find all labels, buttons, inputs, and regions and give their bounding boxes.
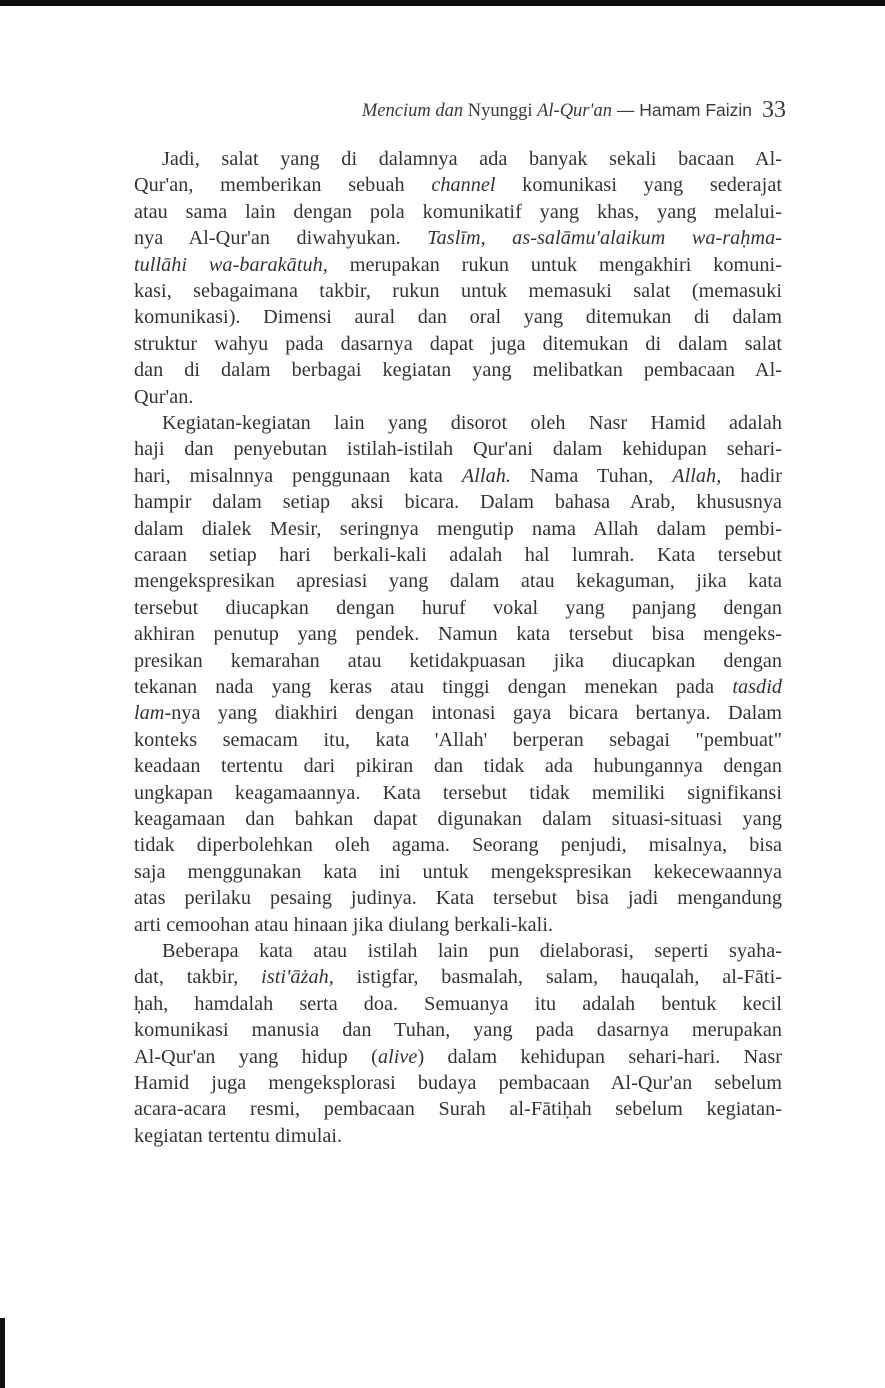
text-run: ) dalam kehidupan sehari-hari. Nasr xyxy=(417,1045,782,1068)
text-run: kasi, sebagaimana takbir, rukun untuk memasuki salat (memasuki xyxy=(134,280,782,302)
text-run: mengekspresikan apresiasi yang dalam atau kekaguman, jika kata xyxy=(134,570,782,593)
text-line xyxy=(134,966,782,989)
text-line xyxy=(134,174,782,197)
text-run: acara-acara resmi, pembacaan Surah al-Fātiḥah sebelum kegiatan- xyxy=(134,1098,782,1121)
text-run: hari, misalnnya penggunaan kata xyxy=(134,464,462,487)
italic-term: alive xyxy=(377,1045,418,1068)
text-run: komunikasi yang sederajat xyxy=(495,174,783,197)
text-line xyxy=(162,148,782,171)
text-run: akhiran penutup yang pendek. Namun kata tersebut bisa mengeks- xyxy=(134,623,782,646)
text-run: ungkapan keagamaannya. Kata tersebut tidak memiliki signifikansi xyxy=(134,781,782,804)
text-run: ḥah, hamdalah serta doa. Semuanya itu adalah bentuk kecil xyxy=(134,992,782,1015)
text-run: Nama Tuhan, xyxy=(511,464,673,487)
italic-term: Allah, xyxy=(672,464,722,487)
text-run: istigfar, basmalah, salam, hauqalah, al-Fāti- xyxy=(333,966,783,989)
text-line xyxy=(134,993,782,1016)
text-run: dat, takbir, xyxy=(134,966,262,989)
text-line xyxy=(134,623,782,646)
text-run: atas perilaku pesaing judinya. Kata tersebut bisa jadi mengandung xyxy=(134,887,782,910)
text-line xyxy=(134,359,782,382)
text-line xyxy=(134,280,782,303)
italic-term: channel xyxy=(431,174,496,197)
text-line xyxy=(134,1046,782,1069)
running-head-title-roman: Nyunggi xyxy=(463,101,538,121)
text-line xyxy=(134,570,782,593)
text-line xyxy=(134,386,193,409)
text-run: presikan kemarahan atau ketidakpuasan jika diucapkan dengan xyxy=(134,649,782,672)
text-run: dalam dialek Mesir, seringnya mengutip nama Allah dalam pembi- xyxy=(134,517,782,540)
text-line xyxy=(134,518,782,541)
text-run: tekanan nada yang keras atau tinggi dengan menekan pada xyxy=(134,676,733,698)
text-line xyxy=(134,465,782,488)
text-run: merupakan rukun untuk mengakhiri komuni- xyxy=(327,253,782,276)
text-line xyxy=(162,940,782,963)
text-run: arti cemoohan atau hinaan jika diulang berkali-kali. xyxy=(134,913,554,936)
text-line xyxy=(134,1098,782,1121)
running-head-author: — Hamam Faizin xyxy=(611,100,752,120)
text-run: Jadi, salat yang di dalamnya ada banyak sekali bacaan Al- xyxy=(162,148,782,170)
text-run: hampir dalam setiap aksi bicara. Dalam bahasa Arab, khususnya xyxy=(134,491,782,514)
text-line xyxy=(134,861,782,884)
text-run: kegiatan tertentu dimulai. xyxy=(134,1124,343,1147)
text-line xyxy=(134,834,782,857)
text-run: keadaan tertentu dari pikiran dan tidak ada hubungannya dengan xyxy=(134,755,782,778)
text-line xyxy=(134,333,782,356)
text-run: konteks semacam itu, kata 'Allah' berperan sebagai "pembuat" xyxy=(134,728,782,751)
text-run: struktur wahyu pada dasarnya dapat juga ditemukan di dalam salat xyxy=(134,332,782,355)
text-run: nya Al-Qur'an diwahyukan. xyxy=(134,227,428,250)
text-run: atau sama lain dengan pola komunikatif yang khas, yang melalui- xyxy=(134,200,782,223)
text-line xyxy=(134,729,782,752)
text-line xyxy=(134,544,782,567)
text-line xyxy=(134,1125,342,1148)
page-number: 33 xyxy=(762,97,786,123)
scan-top-border xyxy=(0,0,885,6)
text-line xyxy=(134,306,782,329)
text-run: caraan setiap hari berkali-kali adalah hal lumrah. Kata tersebut xyxy=(134,544,782,566)
text-line xyxy=(134,201,782,224)
running-head-title-italic-1: Mencium dan xyxy=(361,101,464,121)
text-line xyxy=(134,914,553,937)
text-line xyxy=(134,491,782,514)
text-line xyxy=(162,412,782,435)
scan-left-edge-mark xyxy=(0,1318,5,1388)
text-line xyxy=(134,227,782,250)
text-run: Hamid juga mengeksplorasi budaya pembacaan Al-Qur'an sebelum xyxy=(134,1072,782,1094)
running-head xyxy=(362,97,786,124)
text-line xyxy=(134,755,782,778)
text-line xyxy=(134,597,782,620)
text-run: komunikasi manusia dan Tuhan, yang pada dasarnya merupakan xyxy=(134,1019,782,1042)
text-run: -nya yang diakhiri dengan intonasi gaya bicara bertanya. Dalam xyxy=(164,702,782,725)
text-line xyxy=(134,676,782,699)
text-run: hadir xyxy=(721,464,783,487)
text-line xyxy=(134,650,782,673)
text-line xyxy=(134,438,782,461)
italic-term: Taslīm, as-salāmu'alaikum wa-raḥma- xyxy=(427,227,782,250)
italic-term: isti'āżah, xyxy=(261,966,334,989)
italic-term: tullāhi wa-barakātuh, xyxy=(134,253,328,276)
text-line xyxy=(134,1072,782,1095)
text-run: tidak diperbolehkan oleh agama. Seorang penjudi, misalnya, bisa xyxy=(134,834,782,857)
text-run: saja menggunakan kata ini untuk mengekspresikan kekecewaannya xyxy=(134,860,782,883)
text-run: Beberapa kata atau istilah lain pun dielaborasi, seperti syaha- xyxy=(162,940,782,962)
text-line xyxy=(134,254,782,277)
text-run: Kegiatan-kegiatan lain yang disorot oleh Nasr Hamid adalah xyxy=(162,412,782,434)
text-line xyxy=(134,702,782,725)
running-head-title-italic-2: Al-Qur'an xyxy=(537,101,612,121)
text-run: Qur'an. xyxy=(134,385,194,408)
italic-term: lam xyxy=(134,702,165,725)
text-run: dan di dalam berbagai kegiatan yang melibatkan pembacaan Al- xyxy=(134,359,782,382)
text-line xyxy=(134,887,782,910)
italic-term: Allah. xyxy=(461,464,511,487)
text-run: komunikasi). Dimensi aural dan oral yang ditemukan di dalam xyxy=(134,306,782,329)
text-line xyxy=(134,782,782,805)
text-run: tersebut diucapkan dengan huruf vokal yang panjang dengan xyxy=(134,596,782,619)
text-line xyxy=(134,1019,782,1042)
text-run: keagamaan dan bahkan dapat digunakan dalam situasi-situasi yang xyxy=(134,808,782,830)
text-run: haji dan penyebutan istilah-istilah Qur'ani dalam kehidupan sehari- xyxy=(134,438,782,461)
text-line xyxy=(134,808,782,831)
italic-term: tasdid xyxy=(732,676,782,698)
text-run: Qur'an, memberikan sebuah xyxy=(134,174,432,197)
text-run: Al-Qur'an yang hidup ( xyxy=(134,1045,378,1068)
